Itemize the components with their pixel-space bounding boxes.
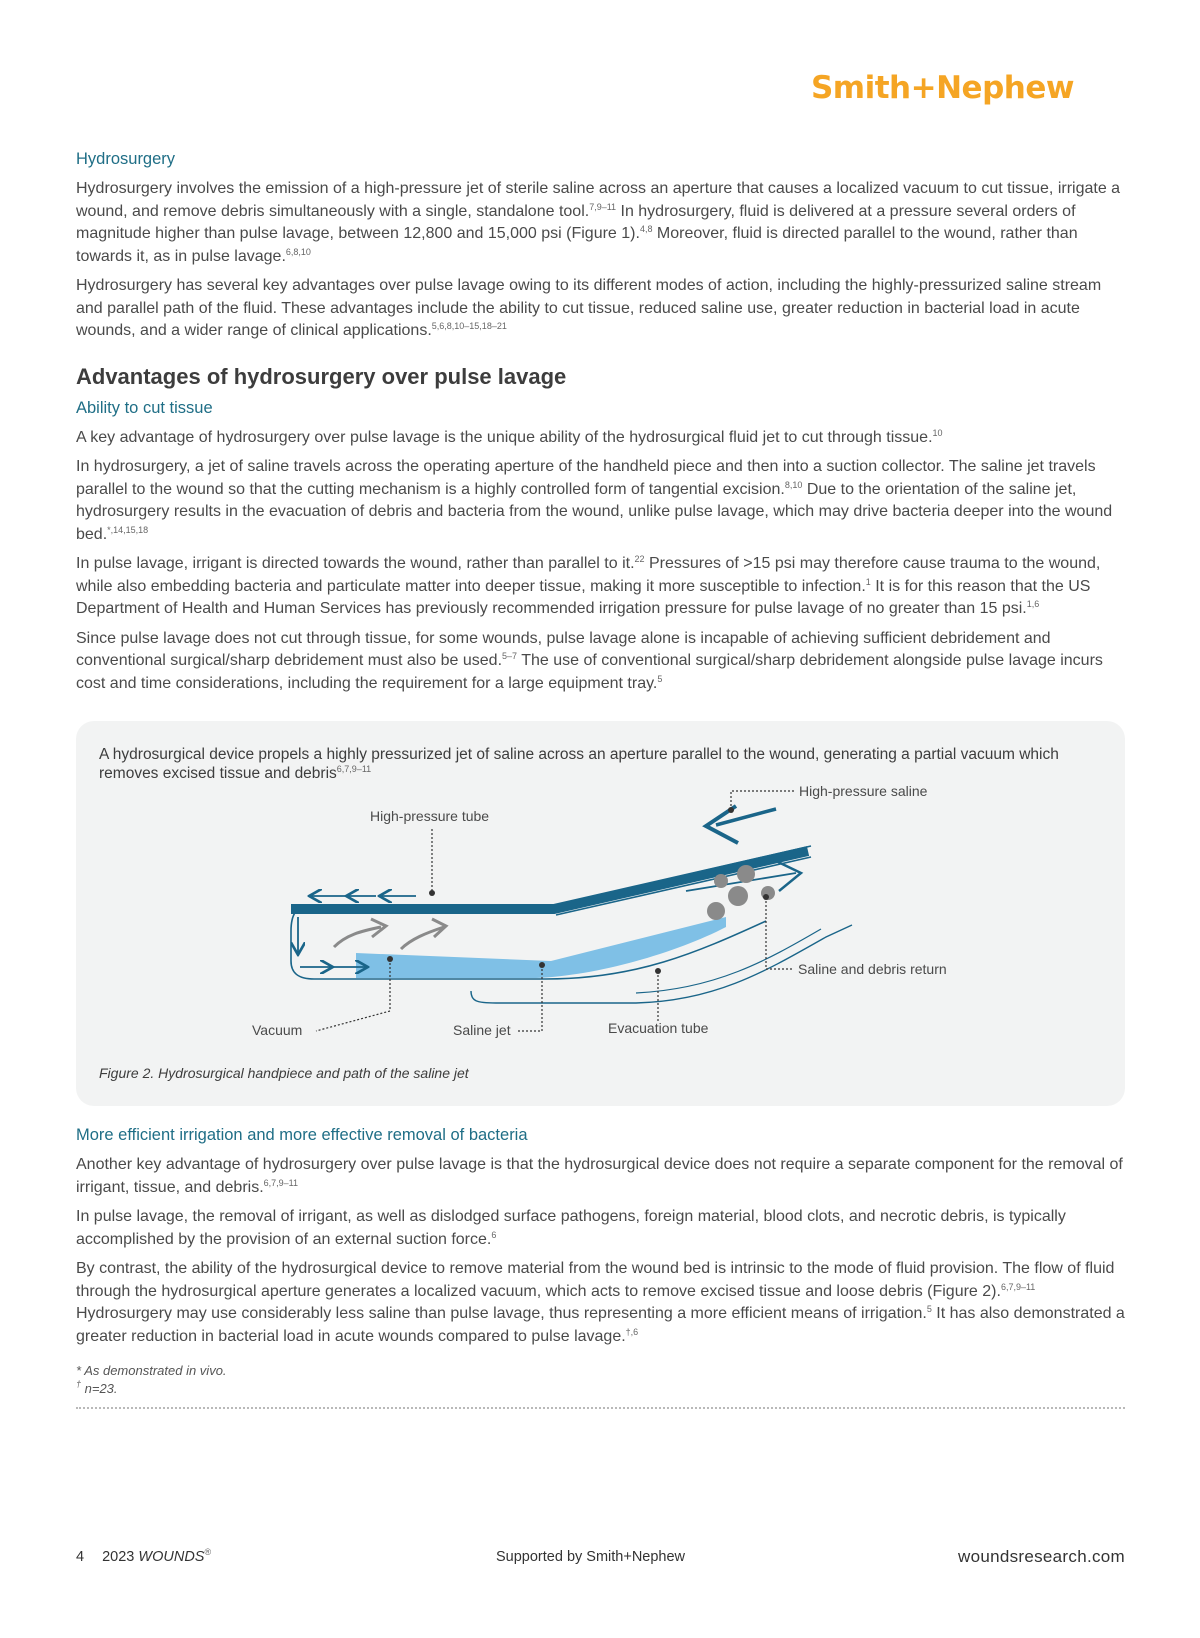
- leader-dots: [387, 807, 769, 974]
- irrigation-paragraph-1: Another key advantage of hydrosurgery over pulse lavage is that the hydrosurgical device does not require a separate component for the removal of irrigant, tissue, and debris.$^{6,7,9-11}$: [76, 1156, 1123, 1196]
- vacuum-arrows-icon: [334, 919, 446, 949]
- figure-2-panel: [76, 721, 1125, 1106]
- label-high-pressure-tube: High-pressure tube: [370, 808, 490, 824]
- page-number: 4: [76, 1549, 85, 1565]
- irrigation-paragraph-2: In pulse lavage, the removal of irrigant, as well as dislodged surface pathogens, foreign material, blood clots, and necrotic debris, is typically accomplished by the provision of an external suction force.$^6$: [76, 1208, 1066, 1248]
- cut-paragraph-4: Since pulse lavage does not cut through tissue, for some wounds, pulse lavage alone is incapable of achieving sufficient debridement and conventional surgical/sharp debridement must also be used.$^{5-7}$ The use of conventional surgical/sharp debridement alongside pulse lavage incurs cost and time considerations, including the requirement for a large equipment tray.$^5$: [76, 629, 1103, 692]
- footnote-divider: [76, 1407, 1125, 1409]
- label-saline-jet: Saline jet: [453, 1022, 511, 1038]
- footer-page-info: 4 2023 WOUNDS®: [76, 1547, 212, 1565]
- footer-year: 2023: [102, 1549, 139, 1565]
- irrigation-paragraph-3: By contrast, the ability of the hydrosurgical device to remove material from the wound bed is intrinsic to the mode of fluid provision. The flow of fluid through the hydrosurgical aperture generates a localized vacuum, which acts to remove excised tissue and loose debris (Figure 2).$^{6,7,9-11}$ Hydrosurgery may use considerably less saline than pulse lavage, thus representing a more efficient means of irrigation.$^5$ It has also demonstrated a greater reduction in bacterial load in acute wounds compared to pulse lavage.$^{\dagger,6}$: [76, 1260, 1125, 1345]
- label-high-pressure-saline: High-pressure saline: [799, 783, 928, 799]
- hydrosurgery-paragraph-1: Hydrosurgery involves the emission of a high-pressure jet of sterile saline across an aperture that causes a localized vacuum to cut tissue, irrigate a wound, and remove debris simultaneously with a single, standalone tool.$^{7,9-11}$ In hydrosurgery, fluid is delivered at a pressure several orders of magnitude higher than pulse lavage, between 12,800 and 15,000 psi (Figure 1).$^{4,8}$ Moreover, fluid is directed parallel to the wound, rather than towards it, as in pulse lavage.$^{6,8,10}$: [76, 180, 1121, 265]
- advantages-heading: Advantages of hydrosurgery over pulse lavage: [76, 363, 567, 389]
- label-vacuum: Vacuum: [252, 1022, 303, 1038]
- cut-paragraph-1: A key advantage of hydrosurgery over pulse lavage is the unique ability of the hydrosurgical fluid jet to cut through tissue.$^{10}$: [76, 427, 943, 446]
- label-saline-debris-return: Saline and debris return: [798, 961, 947, 977]
- label-evacuation-tube: Evacuation tube: [608, 1020, 709, 1036]
- figure-note: Figure 2. Hydrosurgical handpiece and path of the saline jet: [99, 1065, 469, 1081]
- footnote-in-vivo: * As demonstrated in vivo.: [76, 1363, 227, 1378]
- hydrosurgery-heading: Hydrosurgery: [76, 150, 176, 168]
- saline-jet-wedge: [356, 917, 726, 978]
- footnotes: [76, 1362, 1125, 1398]
- high-pressure-saline-arrow-icon: [706, 806, 776, 843]
- handpiece-diagram: [76, 721, 1125, 1106]
- footer-site-link[interactable]: woundsresearch.com: [958, 1547, 1125, 1566]
- footer-journal: WOUNDS: [138, 1549, 205, 1565]
- cut-tissue-heading: Ability to cut tissue: [76, 398, 213, 417]
- cut-paragraph-2: In hydrosurgery, a jet of saline travels across the operating aperture of the handheld piece and then into a suction collector. The saline jet travels parallel to the wound so that the cutting mechanism is a highly controlled form of tangential excision.$^{8,10}$ Due to the orientation of the saline jet, hydrosurgery results in the evacuation of debris and bacteria from the wound, unlike pulse lavage, which may drive bacteria deeper into the wound bed.$^{*,14,15,18}$: [76, 458, 1113, 543]
- page-footer: [76, 1546, 1125, 1570]
- footnote-n23: † n=23.: [76, 1379, 118, 1396]
- figure-caption: A hydrosurgical device propels a highly pressurized jet of saline across an aperture parallel to the wound, generating a partial vacuum which removes excised tissue and debris$^{6,7,9-11}$: [99, 746, 1059, 782]
- smith-nephew-logo: Smith+Nephew: [810, 70, 1074, 106]
- irrigation-heading: More efficient irrigation and more effective removal of bacteria: [76, 1126, 528, 1144]
- hydrosurgery-paragraph-2: Hydrosurgery has several key advantages over pulse lavage owing to its different modes of action, including the highly-pressurized saline stream and parallel path of the fluid. These advantages include the ability to cut tissue, reduced saline use, greater reduction in bacterial load in acute wounds, and a wider range of clinical applications.$^{5,6,8,10-15,18-21}$: [76, 277, 1102, 339]
- article-body: [76, 148, 1125, 1409]
- cut-paragraph-3: In pulse lavage, irrigant is directed towards the wound, rather than parallel to it.$^{22}$ Pressures of >15 psi may therefore cause trauma to the wound, while also embedding bacteria and particulate matter into deeper tissue, making it more susceptible to infection.$^1$ It is for this reason that the US Department of Health and Human Services has previously recommended irrigation pressure for pulse lavage of no greater than 15 psi.$^{1,6}$: [76, 554, 1101, 617]
- footer-supported: Supported by Smith+Nephew: [496, 1549, 686, 1565]
